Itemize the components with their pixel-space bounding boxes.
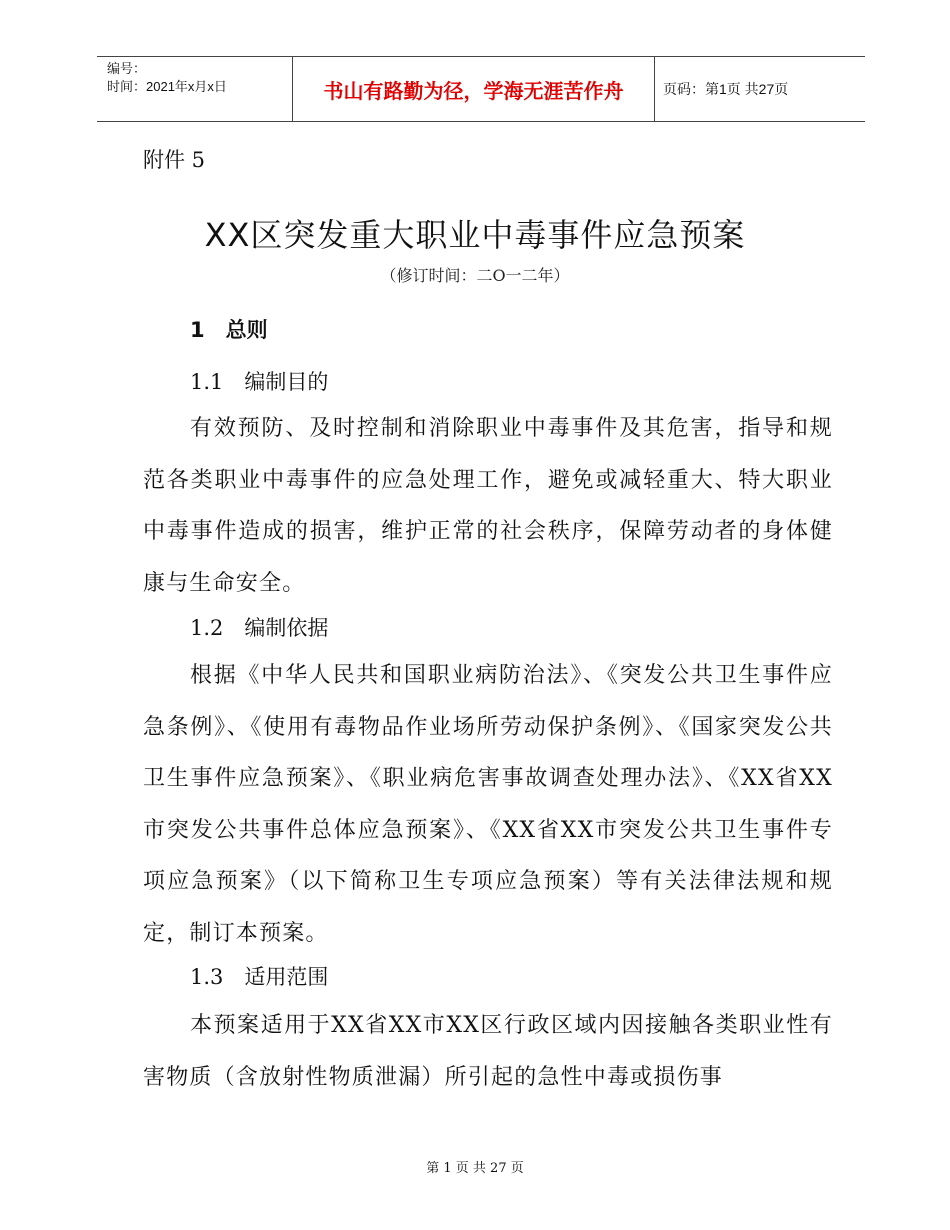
header-page-info: 页码：第1页 共27页 — [663, 81, 789, 97]
header-number-label: 编号： — [107, 61, 147, 76]
paragraph-purpose: 有效预防、及时控制和消除职业中毒事件及其危害，指导和规范各类职业中毒事件的应急处理工作，避免或减轻重大、特大职业中毒事件造成的损害，维护正常的社会秩序，保障劳动者的身体健康与生命安全。 — [143, 416, 833, 596]
page-footer: 第 1 页 共 27 页 — [426, 1161, 524, 1176]
page-header — [97, 56, 865, 122]
header-meta — [97, 57, 293, 121]
paragraph-basis: 根据《中华人民共和国职业病防治法》、《突发公共卫生事件应急条例》、《使用有毒物品作业场所劳动保护条例》、《国家突发公共卫生事件应急预案》、《职业病危害事故调查处理办法》、《XX省XX市突发公共事件总体应急预案》、《XX省XX市突发公共卫生事件专项应急预案》（以下简称卫生专项应急预案）等有关法律法规和规定，制订本预案。 — [143, 663, 833, 946]
section-heading-purpose: 1.1 编制目的 — [190, 370, 329, 394]
section-heading-basis: 1.2 编制依据 — [190, 616, 329, 640]
document-title: XX区突发重大职业中毒事件应急预案 — [204, 216, 746, 254]
annex-label: 附件 5 — [143, 148, 206, 172]
paragraph-scope: 本预案适用于XX省XX市XX区行政区域内因接触各类职业性有害物质（含放射性物质泄漏）所引起的急性中毒或损伤事 — [143, 1013, 833, 1090]
header-time-label: 时间：2021年x月x日 — [107, 79, 227, 94]
section-heading-scope: 1.3 适用范围 — [190, 965, 329, 989]
document-subtitle: （修订时间：二O一二年） — [380, 266, 570, 285]
section-heading-general: 1 总则 — [190, 318, 268, 342]
header-motto: 书山有路勤为径，学海无涯苦作舟 — [293, 57, 655, 121]
